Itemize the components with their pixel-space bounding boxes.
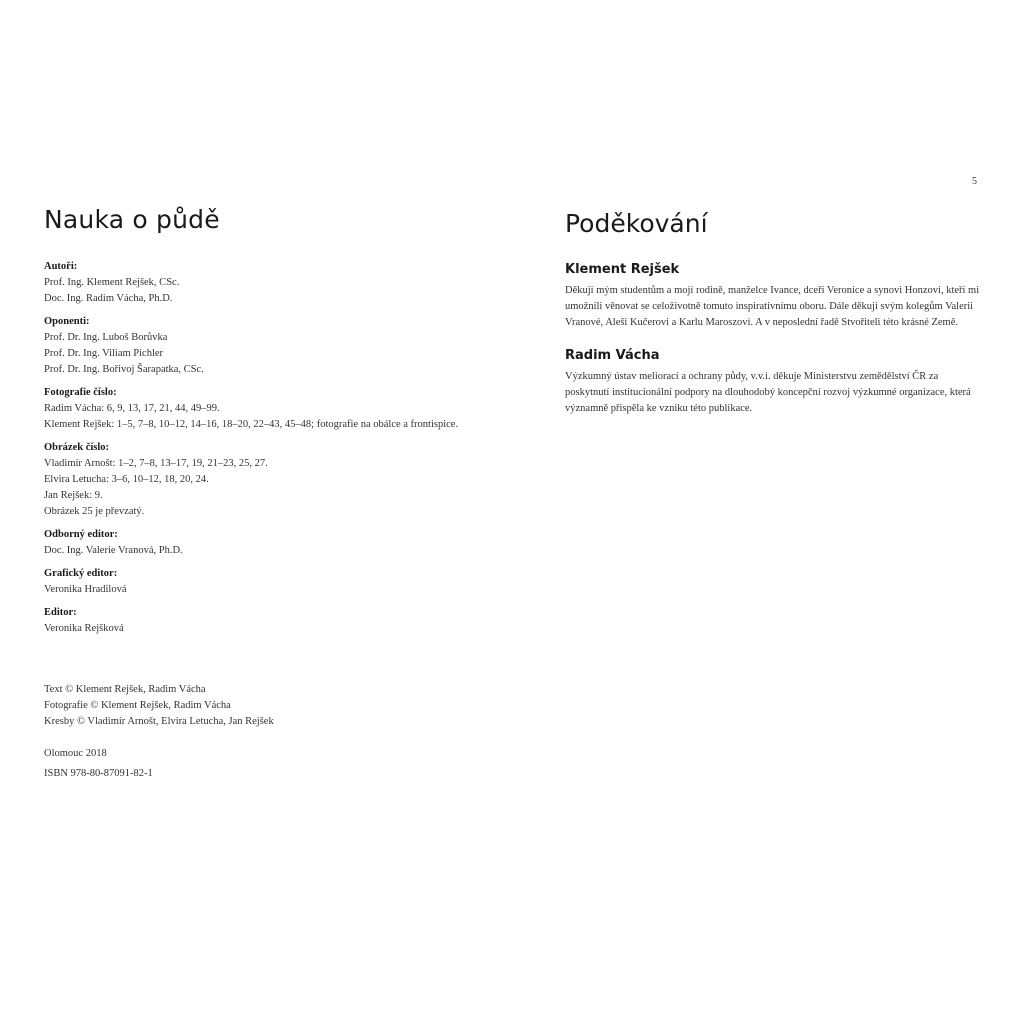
credit-line: Obrázek 25 je převzatý. (44, 506, 145, 517)
credit-heading: Autoři: (44, 261, 78, 272)
credit-line: Radim Vácha: 6, 9, 13, 17, 21, 44, 49–99. (44, 403, 220, 414)
credit-heading: Oponenti: (44, 316, 90, 327)
credit-heading: Obrázek číslo: (44, 442, 110, 453)
isbn: ISBN 978-80-87091-82-1 (44, 768, 153, 779)
credit-heading: Odborný editor: (44, 529, 118, 540)
right-page (565, 207, 985, 433)
credit-line: Doc. Ing. Valerie Vranová, Ph.D. (44, 545, 183, 556)
credit-line: Klement Rejšek: 1–5, 7–8, 10–12, 14–16, 18–20, 22–43, 45–48; fotografie na obálce a frontispice. (44, 419, 459, 430)
book-title: Nauka o půdě (44, 205, 220, 234)
ack-text: Výzkumný ústav meliorací a ochrany půdy, v.v.i. děkuje Ministerstvu zemědělství ČR za poskytnutí institucionální podpory na dlouhodobý koncepční rozvoj výzkumné organizace, která významně přispěla ke vzniku této publikace. (565, 371, 971, 414)
credits (44, 259, 484, 637)
copyright-line: Kresby © Vladimír Arnošt, Elvira Letucha, Jan Rejšek (44, 716, 274, 727)
copyright-block (44, 682, 274, 730)
credit-heading: Editor: (44, 607, 77, 618)
credit-heading: Fotografie číslo: (44, 387, 117, 398)
credit-group-expert-editor (44, 527, 484, 559)
credit-heading: Grafický editor: (44, 568, 118, 579)
ack-author-name: Klement Rejšek (565, 262, 680, 277)
credit-group-photos (44, 385, 484, 433)
acknowledgements-title: Poděkování (565, 209, 708, 238)
credit-group-editor (44, 605, 484, 637)
credit-line: Prof. Dr. Ing. Viliam Pichler (44, 348, 164, 359)
left-page (44, 203, 484, 644)
credit-group-reviewers (44, 314, 484, 378)
credit-line: Veronika Rejšková (44, 623, 124, 634)
credit-line: Jan Rejšek: 9. (44, 490, 103, 501)
credit-line: Elvira Letucha: 3–6, 10–12, 18, 20, 24. (44, 474, 209, 485)
credit-line: Prof. Ing. Klement Rejšek, CSc. (44, 277, 180, 288)
publication-info (44, 746, 153, 786)
ack-text: Děkuji mým studentům a mojí rodině, manželce Ivance, dceři Veronice a synovi Honzovi, kteří mi umožnili věnovat se celoživotně tomuto inspirativnímu oboru. Dále děkuji svým kolegům Valerii Vranové, Aleši Kučerovi a Karlu Maroszovi. A v neposlední řadě Stvořiteli této krásné Země. (565, 285, 980, 328)
ack-section (565, 347, 985, 417)
place-year: Olomouc 2018 (44, 748, 107, 759)
credit-group-figures (44, 440, 484, 520)
copyright-line: Fotografie © Klement Rejšek, Radim Vácha (44, 700, 231, 711)
page-number: 5 (972, 176, 977, 187)
credit-line: Prof. Dr. Ing. Bořivoj Šarapatka, CSc. (44, 364, 204, 375)
ack-section (565, 261, 985, 331)
credit-line: Vladimír Arnošt: 1–2, 7–8, 13–17, 19, 21–23, 25, 27. (44, 458, 268, 469)
credit-line: Veronika Hradilová (44, 584, 127, 595)
credit-group-authors (44, 259, 484, 307)
copyright-line: Text © Klement Rejšek, Radim Vácha (44, 684, 206, 695)
credit-line: Doc. Ing. Radim Vácha, Ph.D. (44, 293, 173, 304)
credit-group-graphic-editor (44, 566, 484, 598)
ack-author-name: Radim Vácha (565, 348, 660, 363)
credit-line: Prof. Dr. Ing. Luboš Borůvka (44, 332, 168, 343)
